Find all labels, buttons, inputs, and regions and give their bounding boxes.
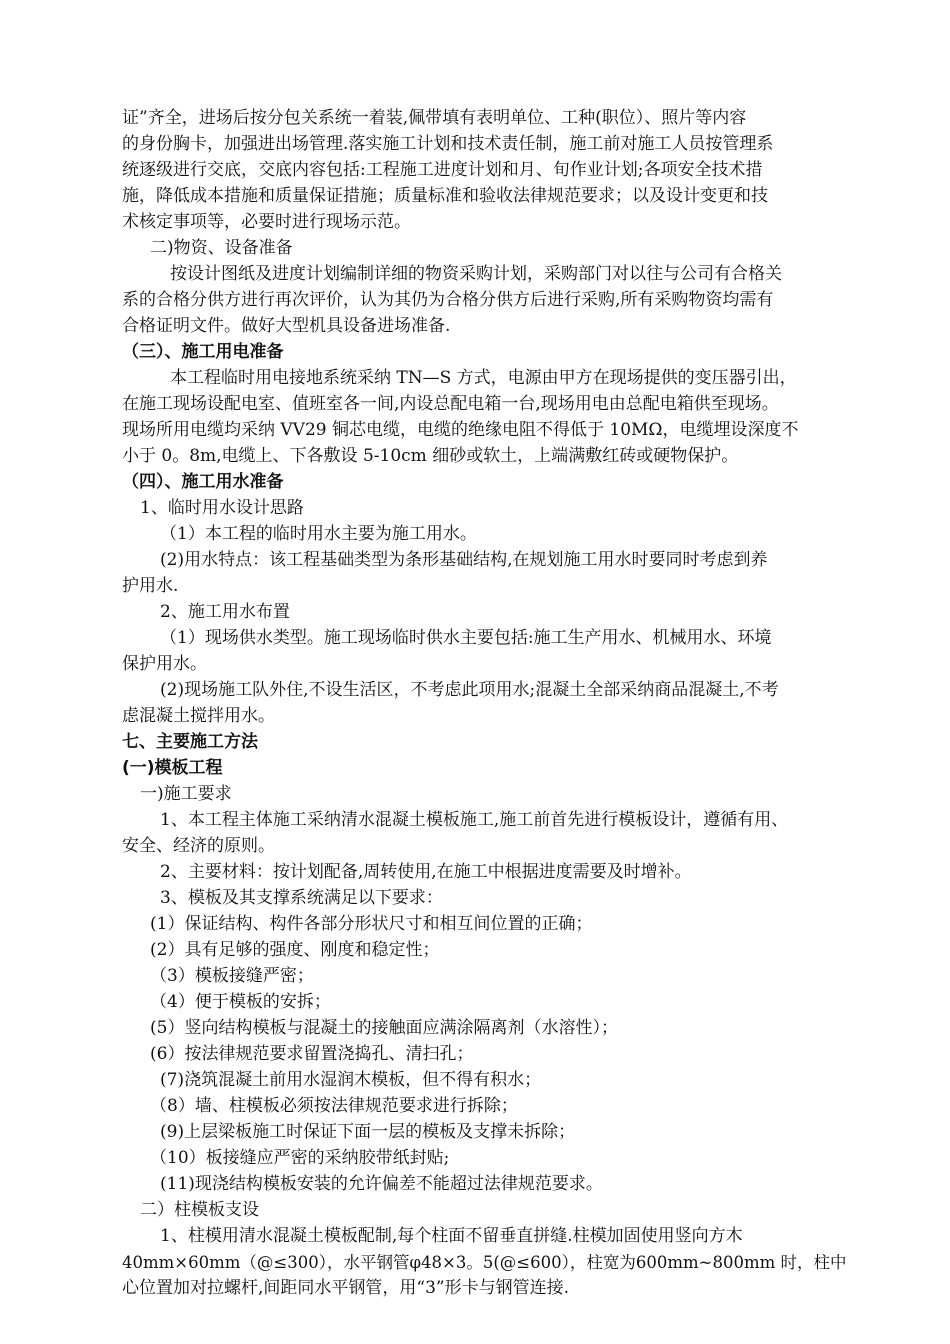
body-text-line: 现场所用电缆均采纳 VV29 铜芯电缆，电缆的绝缘电阻不得低于 10MΩ，电缆埋设深度不 [122,420,799,440]
body-text-line: 的身份胸卡，加强进出场管理.落实施工计划和技术责任制，施工前对施工人员按管理系 [122,134,774,154]
body-text-line: 3、模板及其支撑系统满足以下要求： [160,888,443,908]
body-text-line: 2、主要材料：按计划配备,周转使用,在施工中根据进度需要及时增补。 [160,862,692,882]
chapter-heading: 七、主要施工方法 [122,732,258,752]
list-item: （4）便于模板的安拆； [150,992,331,1012]
body-text-line: 心位置加对拉螺杆,间距同水平钢管，用“3”形卡与钢管连接. [122,1278,570,1298]
subsection-heading: 二）柱模板支设 [140,1200,259,1220]
list-item: (2）具有足够的强度、刚度和稳定性； [150,940,440,960]
body-text-line: 按设计图纸及进度计划编制详细的物资采购计划，采购部门对以往与公司有合格关 [170,264,782,284]
body-text-line: （1）本工程的临时用水主要为施工用水。 [160,524,477,544]
list-item: (7)浇筑混凝土前用水湿润木模板，但不得有积水； [160,1070,542,1090]
list-item: (11)现浇结构模板安装的允许偏差不能超过法律规范要求。 [160,1174,603,1194]
body-text-line: 在施工现场设配电室、值班室各一间,内设总配电箱一台,现场用电由总配电箱供至现场。 [122,394,779,414]
list-item: (5）竖向结构模板与混凝土的接触面应满涂隔离剂（水溶性）； [150,1018,618,1038]
body-text-line: 统逐级进行交底，交底内容包括:工程施工进度计划和月、旬作业计划;各项安全技术措 [122,160,763,180]
body-text-line: 护用水. [122,576,179,596]
section-heading: （三）、施工用电准备 [122,342,284,362]
subsection-heading: 一)施工要求 [140,784,232,804]
body-text-line: 施，降低成本措施和质量保证措施；质量标准和验收法律规范要求；以及设计变更和技 [122,186,768,206]
body-text-line: 40mm×60mm（@≤300），水平钢管φ48×3。5(@≤600），柱宽为600mm~800mm 时，柱中 [122,1253,847,1272]
list-item: (9)上层梁板施工时保证下面一层的模板及支撑未拆除； [160,1122,576,1142]
body-text-line: 1、本工程主体施工采纳清水混凝土模板施工,施工前首先进行模板设计，遵循有用、 [160,810,789,830]
body-text-line: 合格证明文件。做好大型机具设备进场准备. [122,316,451,336]
body-text-line: 1、柱模用清水混凝土模板配制,每个柱面不留垂直拼缝.柱模加固使用竖向方木 [160,1226,743,1246]
body-text-line: 安全、经济的原则。 [122,836,275,856]
list-item: (6）按法律规范要求留置浇捣孔、清扫孔； [150,1044,474,1064]
subsection-heading: 1、临时用水设计思路 [140,498,304,518]
body-text-line: (2)现场施工队外住,不设生活区，不考虑此项用水;混凝土全部采纳商品混凝土,不考 [160,680,779,700]
list-item: （8）墙、柱模板必须按法律规范要求进行拆除； [150,1096,518,1116]
list-item: （3）模板接缝严密； [150,966,314,986]
body-text-line: 虑混凝土搅拌用水。 [122,706,275,726]
body-text-line: 本工程临时用电接地系统采纳 TN—S 方式，电源由甲方在现场提供的变压器引出， [170,368,797,388]
body-text-line: （1）现场供水类型。施工现场临时供水主要包括:施工生产用水、机械用水、环境 [160,628,772,648]
body-text-line: 系的合格分供方进行再次评价，认为其仍为合格分供方后进行采购,所有采购物资均需有 [122,290,774,310]
section-heading: （四）、施工用水准备 [122,472,284,492]
section-heading: (一)模板工程 [122,758,223,778]
list-item: (1）保证结构、构件各部分形状尺寸和相互间位置的正确； [150,914,593,934]
subsection-heading: 2、施工用水布置 [160,602,290,622]
body-text-line: (2)用水特点：该工程基础类型为条形基础结构,在规划施工用水时要同时考虑到养 [160,550,768,570]
list-item: （10）板接缝应严密的采纳胶带纸封贴; [150,1148,450,1168]
subsection-heading: 二)物资、设备准备 [150,238,293,258]
body-text-line: 术核定事项等，必要时进行现场示范。 [122,212,411,232]
body-text-line: 小于 0。8m,电缆上、下各敷设 5-10cm 细砂或软土，上端满敷红砖或硬物保护。 [122,446,739,466]
body-text-line: 证”齐全，进场后按分包关系统一着装,佩带填有表明单位、工种(职位）、照片等内容 [122,108,747,128]
body-text-line: 保护用水。 [122,654,207,674]
